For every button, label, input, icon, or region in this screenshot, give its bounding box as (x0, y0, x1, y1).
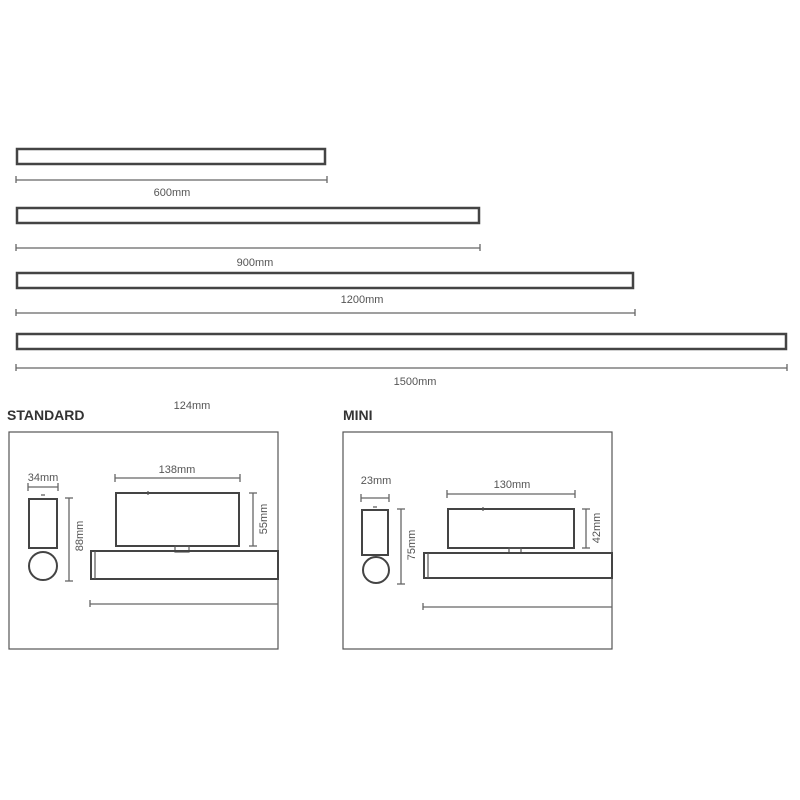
standard-profile-body (29, 499, 57, 548)
bar-900-outline (17, 208, 479, 223)
floating-dimension-label: 124mm (173, 400, 211, 412)
length-1200 (16, 273, 635, 316)
length-label-1200: 1200mm (340, 294, 384, 306)
length-label-600: 600mm (153, 187, 191, 199)
length-1500 (16, 334, 787, 388)
mini-head-body (448, 509, 574, 548)
standard-profile-rail (29, 552, 57, 580)
mini-panel (343, 407, 612, 649)
mini-track (424, 553, 612, 578)
standard-head-height-label: 55mm (258, 503, 270, 535)
standard-height-label: 88mm (74, 520, 86, 552)
standard-title: STANDARD (7, 407, 85, 423)
mini-height-label: 75mm (406, 529, 418, 561)
length-label-900: 900mm (236, 257, 274, 269)
length-900 (16, 208, 480, 269)
mini-width-label: 23mm (360, 475, 392, 487)
standard-head-width-label: 138mm (158, 464, 196, 476)
mini-head-height-label: 42mm (591, 512, 603, 544)
bar-1200-outline (17, 273, 633, 288)
standard-frame (9, 432, 278, 649)
bar-600-outline (17, 149, 325, 164)
mini-profile-rail (363, 557, 389, 583)
mini-head-width-label: 130mm (493, 479, 531, 491)
mini-frame (343, 432, 612, 649)
standard-width-label: 34mm (27, 472, 59, 484)
mini-profile-body (362, 510, 388, 555)
length-label-1500: 1500mm (393, 376, 437, 388)
standard-head-body (116, 493, 239, 546)
standard-panel (7, 407, 278, 649)
bar-1500-outline (17, 334, 786, 349)
length-600 (16, 149, 327, 199)
standard-track (91, 551, 278, 579)
mini-title: MINI (343, 407, 373, 423)
